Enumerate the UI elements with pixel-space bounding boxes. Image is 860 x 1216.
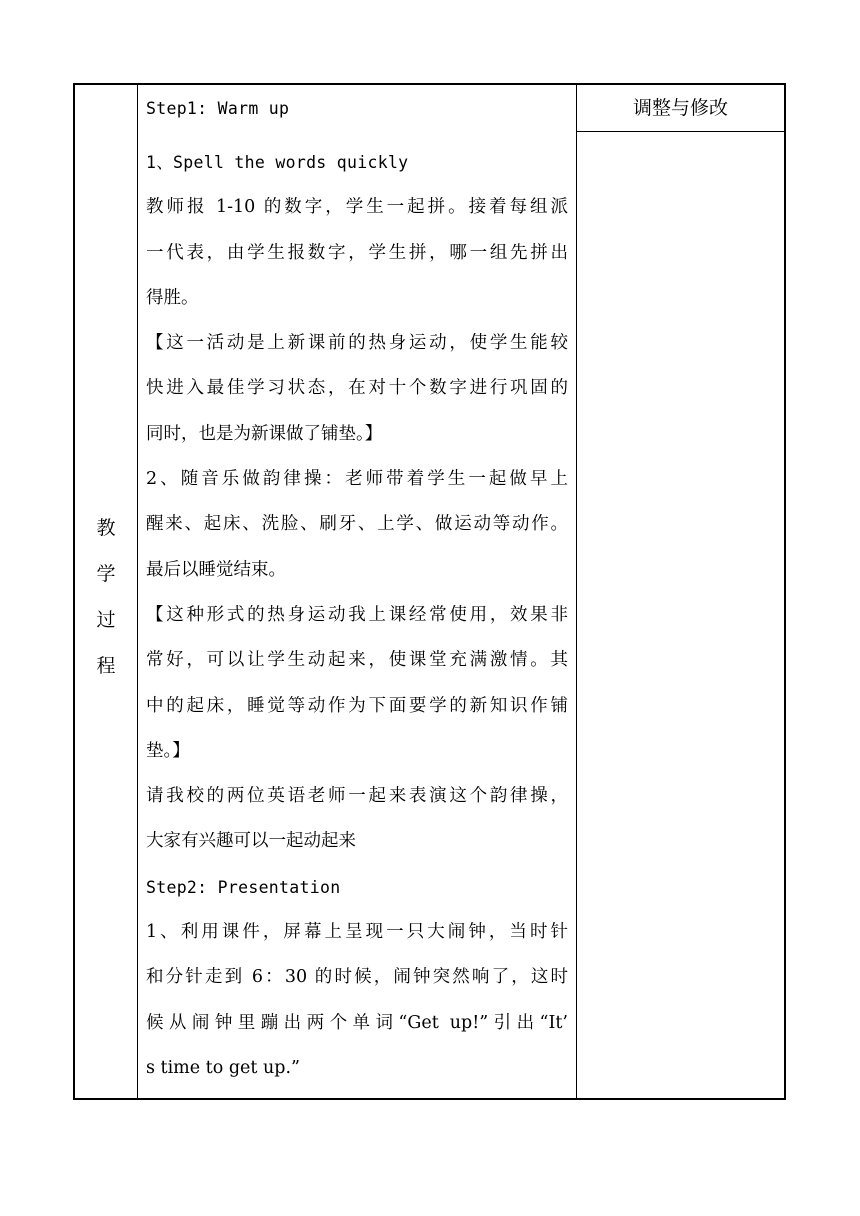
content-line: 1、Spell the words quickly <box>146 153 409 172</box>
revision-column-header: 调整与修改 <box>577 85 784 132</box>
section-label-column <box>75 85 138 1098</box>
content-line: 大家有兴趣可以一起动起来 <box>146 831 356 852</box>
content-line: 教师报 1-10 的数字，学生一起拼。接着每组派 <box>146 197 568 218</box>
content-line: 最后以睡觉结束。 <box>146 559 286 580</box>
section-label <box>75 505 137 689</box>
lesson-plan-table <box>73 83 786 1100</box>
content-line: 和分针走到 6：30 的时候，闹钟突然响了，这时 <box>146 967 568 988</box>
content-line: 常好，可以让学生动起来，使课堂充满激情。其 <box>146 650 568 671</box>
content-line: 一代表，由学生报数字，学生拼，哪一组先拼出 <box>146 242 568 263</box>
content-line: 【这一活动是上新课前的热身运动，使学生能较 <box>146 333 568 354</box>
section-label-char: 学 <box>96 563 116 585</box>
content-line: 同时，也是为新课做了铺垫。】 <box>146 423 383 444</box>
content-line: 快进入最佳学习状态，在对十个数字进行巩固的 <box>146 378 568 399</box>
content-line: 1、利用课件，屏幕上呈现一只大闹钟，当时针 <box>146 922 568 943</box>
section-label-char: 程 <box>96 655 116 677</box>
content-line: 得胜。 <box>146 287 199 308</box>
content-line: 候从闹钟里蹦出两个单词“Get up!”引出“It’ <box>146 1012 568 1033</box>
content-line: 【这种形式的热身运动我上课经常使用，效果非 <box>146 604 568 625</box>
content-line: 2、随音乐做韵律操：老师带着学生一起做早上 <box>146 469 568 490</box>
content-line: Step2: Presentation <box>146 877 341 897</box>
content-line: 垫。】 <box>146 740 190 761</box>
content-line: 中的起床，睡觉等动作为下面要学的新知识作铺 <box>146 695 568 716</box>
content-line: 醒来、起床、洗脸、刷牙、上学、做运动等动作。 <box>146 514 568 535</box>
content-line: Step1: Warm up <box>146 99 290 118</box>
section-label-char: 教 <box>96 517 116 539</box>
section-label-char: 过 <box>96 609 116 631</box>
content-line: s time to get up.” <box>146 1057 300 1078</box>
content-line: 请我校的两位英语老师一起来表演这个韵律操， <box>146 786 568 807</box>
revision-column <box>577 85 784 1098</box>
teaching-content-column <box>138 85 577 1098</box>
